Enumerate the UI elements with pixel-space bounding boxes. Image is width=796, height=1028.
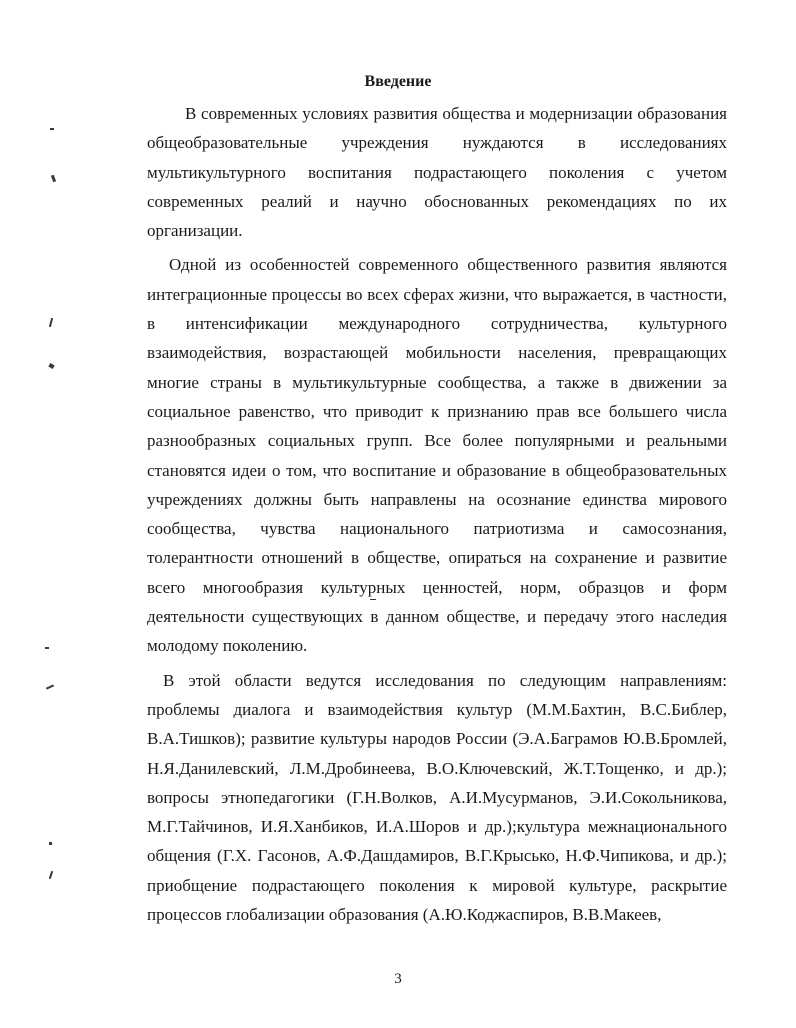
paragraph-3: В этой области ведутся исследования по следующим направлениям: проблемы диалога и взаимодействия культур (М.М.Бахтин, В.С.Библер, В.А.Тишков); развитие культуры народов России (Э.А.Баграмов Ю.В.Бромлей, Н.Я.Данилевский, Л.М.Дробинеева, В.О.Ключевский, Ж.Т.Тощенко, и др.); вопросы этнопедагогики (Г.Н.Волков, А.И.Мусурманов, Э.И.Сокольникова, М.Г.Тайчинов, И.Я.Ханбиков, И.А.Шоров и др.);культура межнационального общения (Г.Х. Гасонов, А.Ф.Дашдамиров, В.Г.Крысько, Н.Ф.Чипикова, и др.); приобщение подрастающего поколения к мировой культуре, раскрытие процессов глобализации образования (А.Ю.Коджаспиров, В.В.Макеев, <box>147 670 727 925</box>
scan-speck <box>51 175 56 183</box>
body-text <box>147 99 727 929</box>
scan-speck <box>49 871 53 879</box>
page-number: 3 <box>394 971 402 987</box>
scan-speck <box>46 684 54 689</box>
scan-speck <box>48 363 54 369</box>
scan-speck <box>50 128 54 130</box>
scan-speck <box>49 842 52 845</box>
paragraph-1: В современных условиях развития общества и модернизации образования общеобразовательные учреждения нуждаются в исследованиях мультикультурного воспитания подрастающего поколения с учетом современных реалий и научно обоснованных рекомендациях по их организации. <box>147 104 727 241</box>
scan-speck <box>49 318 53 327</box>
scan-speck <box>370 599 376 600</box>
scan-speck <box>45 647 49 649</box>
paragraph-2: Одной из особенностей современного общественного развития являются интеграционные процессы во всех сферах жизни, что выражается, в частности, в интенсификации международного сотрудничества, культурного взаимодействия, возрастающей мобильности населения, превращающих многие страны в мультикультурные сообщества, а также в движении за социальное равенство, что приводит к признанию прав все большего числа разнообразных социальных групп. Все более популярными и реальными становятся идеи о том, что воспитание и образование в общеобразовательных учреждениях должны быть направлены на осознание единства мирового сообщества, чувства национального патриотизма и самосознания, толерантности отношений в обществе, опираться на сохранение и развитие всего многообразия культурных ценностей, норм, образцов и форм деятельности существующих в данном обществе, и передачу этого наследия молодому поколению. <box>147 255 727 656</box>
section-title: Введение <box>364 73 432 90</box>
